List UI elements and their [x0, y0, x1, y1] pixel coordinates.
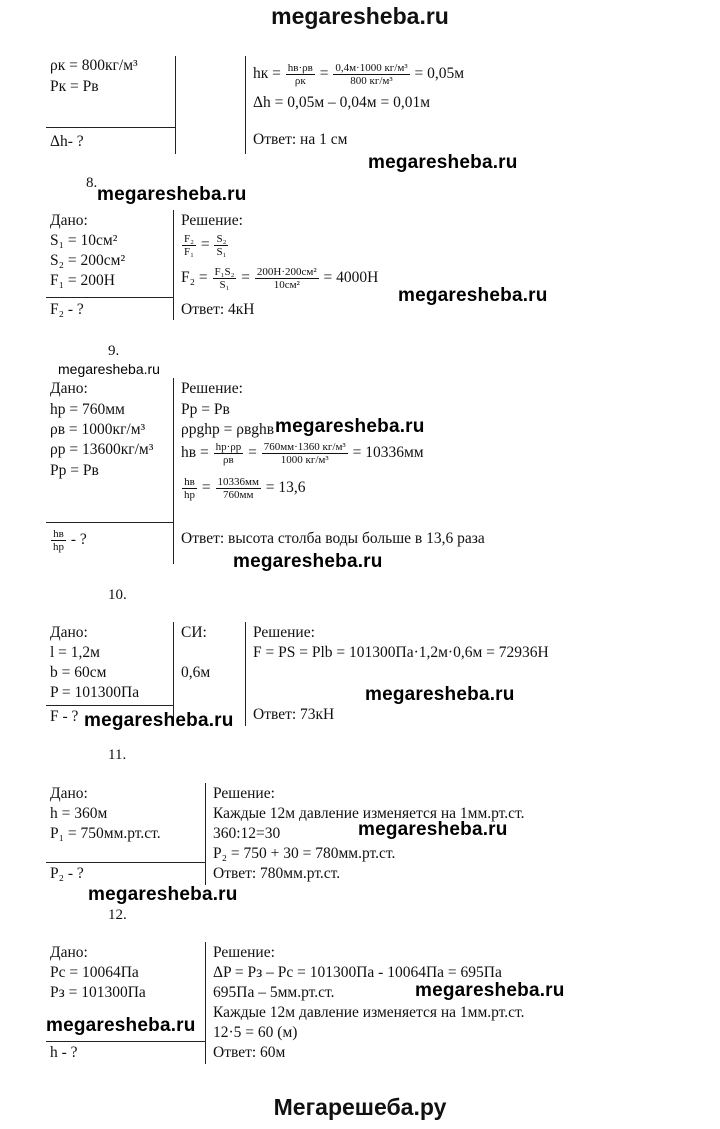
- watermark: megaresheba.ru: [398, 285, 548, 306]
- answer: Ответ: 780мм.рт.ст.: [213, 865, 341, 882]
- solution-title: Решение:: [253, 624, 315, 641]
- answer: Ответ: на 1 см: [253, 131, 348, 148]
- divider: [46, 862, 205, 863]
- watermark: megaresheba.ru: [233, 551, 383, 572]
- formula-ratio: $\frac{\text{F₂}}{\text{F₁}}$ = $\frac{\text{S₂}}{\text{S₁}}$: [184, 233, 227, 258]
- si-value: 0,6м: [181, 664, 211, 681]
- given-line: Pз = 101300Па: [50, 984, 146, 1001]
- given-line: P₁ = 750мм.рт.ст.: [50, 825, 161, 842]
- formula-f2: F₂ = $\frac{\text{F₁S₂}}{\text{S₁}}$ = $\frac{\text{200Н·200см²}}{\text{10см²}}$ = 4000Н: [181, 266, 379, 291]
- formula-line: F = PS = Plb = 101300Па·1,2м·0,6м = 72936Н: [253, 644, 549, 661]
- find-line: Δh- ?: [50, 133, 84, 150]
- given-line: hр = 760мм: [50, 401, 125, 418]
- find-line: h - ?: [50, 1044, 78, 1061]
- find-line: $\frac{hв}{hр}$ - ?: [53, 528, 87, 553]
- formula-line: Δh = 0,05м – 0,04м = 0,01м: [253, 94, 431, 111]
- divider: [46, 127, 175, 128]
- divider: [46, 522, 173, 523]
- given-title: Дано:: [50, 212, 88, 229]
- solution-line: ΔP = Pз – Pс = 101300Па - 10064Па = 695Па: [213, 964, 502, 981]
- watermark: megaresheba.ru: [415, 980, 565, 1001]
- given-line: ρр = 13600кг/м³: [50, 441, 154, 458]
- given-line: Pк = Pв: [50, 78, 99, 95]
- watermark: megaresheba.ru: [368, 152, 518, 173]
- given-line: S₁ = 10см²: [50, 232, 118, 249]
- solution-line: 695Па – 5мм.рт.ст.: [213, 984, 335, 1001]
- divider: [173, 378, 174, 564]
- si-title: СИ:: [181, 624, 207, 641]
- given-title: Дано:: [50, 380, 88, 397]
- solution-title: Решение:: [181, 212, 243, 229]
- page-header: megaresheba.ru: [271, 3, 449, 29]
- given-title: Дано:: [50, 944, 88, 961]
- formula-hk: hк = $\frac{hв\cdot\rho в}{\rho к}$ = $\frac{\text{0,4м·1000 кг/м³}}{\text{800 кг/м³}}$ = 0,05м: [253, 62, 465, 87]
- watermark: megaresheba.ru: [84, 710, 234, 731]
- answer: Ответ: 4кН: [181, 301, 255, 318]
- answer: Ответ: 60м: [213, 1044, 286, 1061]
- given-line: S₂ = 200см²: [50, 252, 126, 269]
- solution-line: 12·5 = 60 (м): [213, 1024, 298, 1041]
- given-title: Дано:: [50, 785, 88, 802]
- formula-hv: hв = $\frac{hр\cdot\rho р}{\rho в}$ = $\frac{\text{760мм·1360 кг/м³}}{\text{1000 кг/м³}}$ = 10336мм: [181, 441, 424, 466]
- find-line: F - ?: [50, 708, 79, 725]
- problem-number: 9.: [108, 343, 120, 359]
- given-line: ρк = 800кг/м³: [50, 57, 138, 74]
- solution-title: Решение:: [213, 944, 275, 961]
- divider: [205, 942, 206, 1064]
- given-line: h = 360м: [50, 805, 108, 822]
- watermark: megaresheba.ru: [46, 1015, 196, 1036]
- problem-number: 12.: [108, 907, 127, 923]
- find-line: F₂ - ?: [50, 301, 84, 318]
- given-line: P = 101300Па: [50, 684, 140, 701]
- formula-ratio: $\frac{hв}{hр}$ = $\frac{10336мм}{760мм}$ = 13,6: [184, 476, 306, 501]
- solution-line: P₂ = 750 + 30 = 780мм.рт.ст.: [213, 845, 396, 862]
- given-line: l = 1,2м: [50, 644, 100, 661]
- watermark: megaresheba.ru: [88, 884, 238, 905]
- problem-number: 10.: [108, 587, 127, 603]
- solution-title: Решение:: [213, 785, 275, 802]
- answer: Ответ: высота столба воды больше в 13,6 раза: [181, 530, 485, 547]
- divider: [46, 1041, 205, 1042]
- find-line: P₂ - ?: [50, 865, 84, 882]
- given-line: ρв = 1000кг/м³: [50, 421, 146, 438]
- watermark: megaresheba.ru: [365, 684, 515, 705]
- page-footer: Мегарешеба.ру: [273, 1094, 447, 1120]
- given-line: b = 60см: [50, 664, 107, 681]
- divider: [46, 297, 173, 298]
- watermark: megaresheba.ru: [97, 184, 247, 205]
- solution-line: Каждые 12м давление изменяется на 1мм.рт.ст.: [213, 1004, 525, 1021]
- divider: [46, 705, 173, 706]
- watermark: megaresheba.ru: [358, 819, 508, 840]
- solution-line: 360:12=30: [213, 825, 281, 842]
- divider: [245, 56, 246, 154]
- given-line: F₁ = 200Н: [50, 272, 115, 289]
- watermark: megaresheba.ru: [275, 416, 425, 437]
- problem-number: 8.: [86, 175, 98, 191]
- divider: [173, 210, 174, 320]
- solution-title: Решение:: [181, 380, 243, 397]
- divider: [205, 783, 206, 885]
- given-line: Pс = 10064Па: [50, 964, 139, 981]
- formula-line: ρрghр = ρвghв: [181, 421, 275, 438]
- divider: [175, 56, 176, 154]
- watermark: megaresheba.ru: [58, 361, 160, 377]
- formula-line: Pр = Pв: [181, 401, 230, 418]
- divider: [245, 622, 246, 726]
- solution-line: Каждые 12м давление изменяется на 1мм.рт.ст.: [213, 805, 525, 822]
- answer: Ответ: 73кН: [253, 706, 335, 723]
- given-title: Дано:: [50, 624, 88, 641]
- problem-number: 11.: [108, 747, 127, 763]
- given-line: Pр = Pв: [50, 462, 99, 479]
